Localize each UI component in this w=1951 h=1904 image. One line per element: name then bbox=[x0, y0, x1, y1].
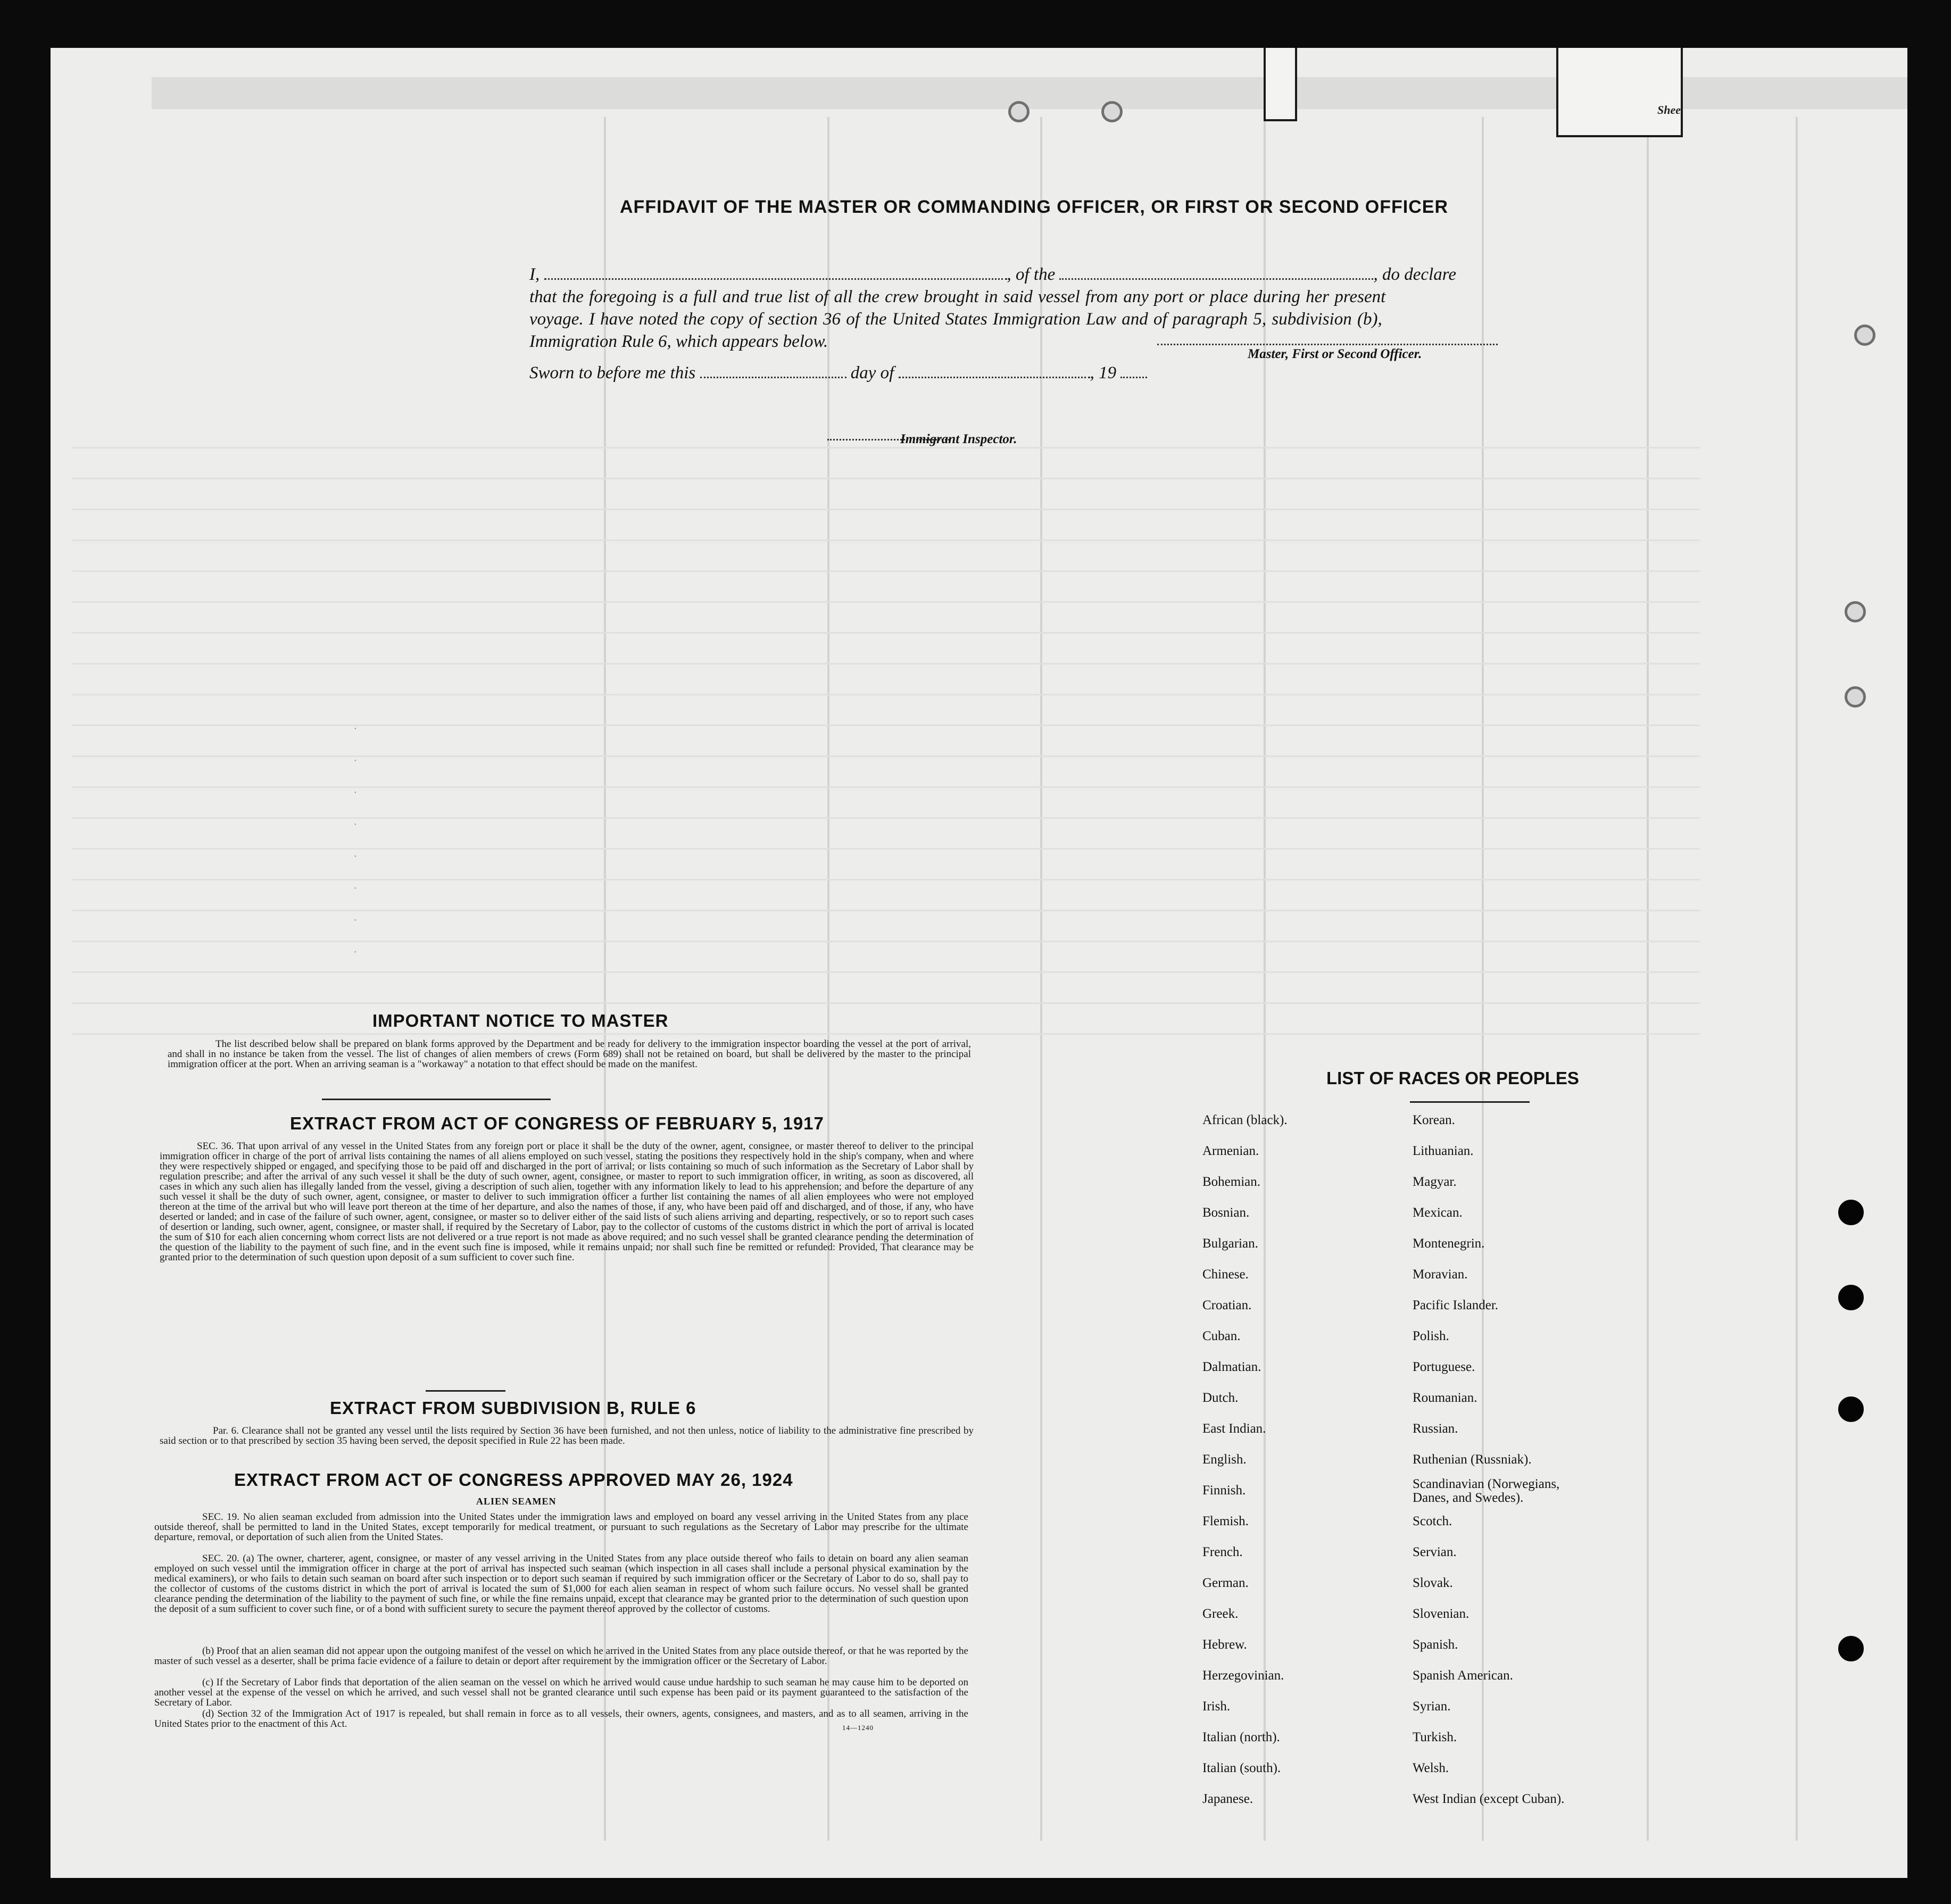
affidavit-title: AFFIDAVIT OF THE MASTER OR COMMANDING OFFICER, OR FIRST OR SECOND OFFICER bbox=[620, 197, 1448, 217]
extract-1917-title: EXTRACT FROM ACT OF CONGRESS OF FEBRUARY 5, 1917 bbox=[290, 1113, 824, 1133]
affidavit-line-1 bbox=[529, 263, 1540, 286]
affidavit-line-4: Immigration Rule 6, which appears below. bbox=[529, 332, 828, 351]
divider bbox=[322, 1099, 551, 1100]
grid-row-line bbox=[72, 817, 1700, 819]
grid-row-line bbox=[72, 447, 1700, 448]
race-item: Japanese. bbox=[1202, 1792, 1253, 1806]
affidavit-i: I, bbox=[529, 265, 540, 284]
race-item: Syrian. bbox=[1413, 1699, 1451, 1714]
sworn-year-blank bbox=[1120, 377, 1147, 378]
race-item: Ruthenian (Russniak). bbox=[1413, 1452, 1532, 1467]
race-item: Bohemian. bbox=[1202, 1175, 1261, 1189]
race-item: Spanish American. bbox=[1413, 1668, 1513, 1683]
sworn-day-blank bbox=[700, 377, 846, 378]
race-item: Irish. bbox=[1202, 1699, 1231, 1714]
sworn-text: Sworn to before me this bbox=[529, 363, 696, 383]
race-item: Portuguese. bbox=[1413, 1360, 1475, 1374]
manifest-page bbox=[51, 48, 1907, 1878]
race-item: Polish. bbox=[1413, 1329, 1449, 1343]
race-item: Italian (south). bbox=[1202, 1761, 1281, 1775]
race-item: Montenegrin. bbox=[1413, 1236, 1485, 1251]
race-item: Slovak. bbox=[1413, 1576, 1453, 1590]
race-item: Bosnian. bbox=[1202, 1205, 1250, 1220]
grid-row-line bbox=[72, 941, 1700, 942]
race-item: Dutch. bbox=[1202, 1391, 1239, 1405]
master-label: Master, First or Second Officer. bbox=[1248, 347, 1422, 361]
grid-row-line bbox=[72, 694, 1700, 695]
race-item: Welsh. bbox=[1413, 1761, 1449, 1775]
race-item: West Indian (except Cuban). bbox=[1413, 1792, 1565, 1806]
sworn-year-label: , 19 bbox=[1090, 363, 1117, 383]
grid-line bbox=[1796, 117, 1798, 1841]
grid-row-line bbox=[72, 848, 1700, 850]
punch-hole bbox=[1838, 1636, 1864, 1661]
inspector-label: Immigrant Inspector. bbox=[900, 432, 1017, 446]
grid-row-line bbox=[72, 509, 1700, 510]
race-item: Pacific Islander. bbox=[1413, 1298, 1499, 1312]
master-signature-line bbox=[1157, 344, 1498, 345]
race-item: Finnish. bbox=[1202, 1483, 1246, 1498]
punch-hole bbox=[1854, 325, 1875, 346]
race-item: French. bbox=[1202, 1545, 1243, 1559]
punch-hole bbox=[1101, 101, 1123, 122]
binding-tab bbox=[1556, 48, 1683, 137]
alien-seamen-heading: ALIEN SEAMEN bbox=[476, 1496, 557, 1507]
divider bbox=[426, 1390, 505, 1392]
extract-rule6-body: Par. 6. Clearance shall not be granted any vessel until the lists required by Section 36 have been furnished, and not then unless, notice of liability to the administrative fine prescribed by said section or to that prescribed by section 35 having been served, the deposit specified in Rule 22 has been made. bbox=[160, 1425, 974, 1446]
race-item: Dalmatian. bbox=[1202, 1360, 1261, 1374]
notice-title: IMPORTANT NOTICE TO MASTER bbox=[372, 1011, 669, 1030]
sworn-day-label: day of bbox=[850, 363, 894, 383]
affidavit-line-3: voyage. I have noted the copy of section 36 of the United States Immigration Law and of paragraph 5, subdivision (b), bbox=[529, 310, 1382, 329]
sworn-month-blank bbox=[899, 377, 1090, 378]
name-blank bbox=[544, 278, 1007, 280]
affidavit-line-2: that the foregoing is a full and true list of all the crew brought in said vessel from any port or place during her present bbox=[529, 287, 1386, 306]
race-item: Italian (north). bbox=[1202, 1730, 1280, 1744]
race-item: Scotch. bbox=[1413, 1514, 1452, 1528]
sec-20d: (d) Section 32 of the Immigration Act of 1917 is repealed, but shall remain in force as to all vessels, their owners, agents, consignees, and masters, and as to all seamen, arriving in the United States prior to the enactment of this Act. bbox=[154, 1708, 968, 1730]
extract-1917-body: SEC. 36. That upon arrival of any vessel in the United States from any foreign port or place it shall be the duty of the owner, agent, consignee, or master thereof to deliver to the principal immigration officer in charge of the port of arrival lists containing the names of all aliens employed on such vessel, stating the positions they respectively hold in the ship's company, when and where they were respectively shipped or engaged, and specifying those to be paid off and discharged in the port of arrival; or lists containing so much of such information as the Secretary of Labor shall by regulation prescribe; and after the arrival of any such vessel it shall be the duty of such owner, agent, consignee, or master to report to such immigration officer, in writing, as soon as discovered, all cases in which any such alien has illegally landed from the vessel, giving a description of such alien, together with any information likely to lead to his apprehension; and before the departure of any such vessel it shall be the duty of such owner, agent, consignee, or master to deliver to such immigration officer a further list containing the names of all alien employees who were not employed thereon at the time of the arrival but who will leave port thereon at the time of her departure, and also the names of those, if any, who have been paid off and discharged, and of those, if any, who have deserted or landed; and in case of the failure of such owner, agent, consignee, or master so to deliver either of the said lists of such aliens arriving and departing, respectively, or so to report such cases of desertion or landing, such owner, agent, consignee, or master shall, if required by the Secretary of Labor, pay to the collector of customs of the customs district in which the port of arrival is located the sum of $10 for each alien concerning whom correct lists are not delivered or a true report is not made as above required; and no such vessel shall be granted clearance pending the determination of the question of the liability to the payment of such fine, and in the event such fine is imposed, while it remains unpaid; nor shall such fine be remitted or refunded: Provided, That clearance may be granted prior to the determination of such question upon deposit of a sum sufficient to cover such fine. bbox=[160, 1141, 974, 1263]
race-item: German. bbox=[1202, 1576, 1249, 1590]
affidavit-declare: , do declare bbox=[1373, 265, 1456, 284]
race-item: African (black). bbox=[1202, 1113, 1288, 1127]
sec-20a: SEC. 20. (a) The owner, charterer, agent, consignee, or master of any vessel arriving in the United States from any place outside thereof who fails to detain on board any alien seaman employed on such vessel until the immigration officer in charge at the port of arrival has inspected such seaman (which inspection in all cases shall include a personal physical examination by the medical examiners), or who fails to detain such seaman on board after such inspection or to deport such seaman if required by such immigration officer or the Secretary of Labor to do so, shall pay to the collector of customs of the customs district in which the port of arrival is located the sum of $1,000 for each alien seaman in respect of whom such failure occurs. No vessel shall be granted clearance pending the determination of the liability to the payment of such fine, or while the fine remains unpaid, except that clearance may be granted prior to the determination of such question upon the deposit of a sum sufficient to cover such fine, or of a bond with sufficient surety to secure the payment thereof approved by the collector of customs. bbox=[154, 1553, 968, 1615]
race-item: Slovenian. bbox=[1413, 1607, 1470, 1621]
grid-row-line bbox=[72, 725, 1700, 726]
sec-19: SEC. 19. No alien seaman excluded from admission into the United States under the immigration laws and employed on board any vessel arriving in the United States from any place outside thereof, shall be permitted to land in the United States, except temporarily for medical treatment, or pursuant to such regulations as the Secretary of Labor may prescribe for the ultimate departure, removal, or deportation of such alien from the United States. bbox=[154, 1511, 968, 1543]
race-item: Servian. bbox=[1413, 1545, 1457, 1559]
race-item: Armenian. bbox=[1202, 1144, 1259, 1158]
race-item: Roumanian. bbox=[1413, 1391, 1477, 1405]
punch-hole bbox=[1838, 1285, 1864, 1310]
race-item: Cuban. bbox=[1202, 1329, 1241, 1343]
sec-20b: (b) Proof that an alien seaman did not appear upon the outgoing manifest of the vessel on which he arrived in the United States from any place outside thereof, or that he was reported by the master of such vessel as a deserter, shall be prima facie evidence of a failure to detain or deport after requirement by the immigration officer or the Secretary of Labor. bbox=[154, 1645, 968, 1667]
race-item: Moravian. bbox=[1413, 1267, 1468, 1282]
race-item: Bulgarian. bbox=[1202, 1236, 1258, 1251]
grid-row-line bbox=[72, 601, 1700, 603]
punch-hole bbox=[1838, 1396, 1864, 1422]
punch-hole bbox=[1845, 686, 1866, 708]
grid-row-line bbox=[72, 663, 1700, 664]
affidavit-of-the: , of the bbox=[1007, 265, 1056, 284]
extract-rule6-title: EXTRACT FROM SUBDIVISION B, RULE 6 bbox=[330, 1398, 696, 1418]
sworn-line bbox=[529, 362, 1540, 384]
grid-row-line bbox=[72, 539, 1700, 541]
grid-row-line bbox=[72, 910, 1700, 911]
race-item: Mexican. bbox=[1413, 1205, 1463, 1220]
race-item: Korean. bbox=[1413, 1113, 1455, 1127]
punch-hole bbox=[1838, 1200, 1864, 1225]
bleed-dots: · · · · · · · · bbox=[354, 723, 356, 958]
race-item: East Indian. bbox=[1202, 1421, 1266, 1436]
extract-1924-title: EXTRACT FROM ACT OF CONGRESS APPROVED MAY 26, 1924 bbox=[234, 1470, 793, 1490]
race-item: Hebrew. bbox=[1202, 1637, 1247, 1652]
punch-hole bbox=[1845, 601, 1866, 622]
race-item: Turkish. bbox=[1413, 1730, 1457, 1744]
grid-line bbox=[1647, 117, 1649, 1841]
form-number: 14—1240 bbox=[842, 1724, 874, 1732]
race-item: Croatian. bbox=[1202, 1298, 1252, 1312]
race-item: Spanish. bbox=[1413, 1637, 1458, 1652]
race-item: Chinese. bbox=[1202, 1267, 1249, 1282]
notice-body: The list described below shall be prepared on blank forms approved by the Department and be ready for delivery to the immigration inspector boarding the vessel at the port of arrival, and shall in no instance be taken from the vessel. The list of changes of alien members of crews (Form 689) shall not be retained on board, but shall be delivered by the master to the principal immigration officer at the port. When an arriving seaman is a "workaway" a notation to that effect should be made on the manifest. bbox=[168, 1038, 971, 1070]
race-item: Flemish. bbox=[1202, 1514, 1249, 1528]
race-item: Lithuanian. bbox=[1413, 1144, 1474, 1158]
race-item: Scandinavian (Norwegians, Danes, and Swedes). bbox=[1413, 1477, 1560, 1505]
grid-row-line bbox=[72, 632, 1700, 634]
sec-20c: (c) If the Secretary of Labor finds that deportation of the alien seaman on the vessel on which he arrived would cause undue hardship to such seaman he may cause him to be deported on another vessel at the expense of the vessel on which he arrived, and such vessel shall not be granted clearance until such expense has been paid or its payment guaranteed to the satisfaction of the Secretary of Labor. bbox=[154, 1677, 968, 1708]
grid-row-line bbox=[72, 1002, 1700, 1004]
race-item: Russian. bbox=[1413, 1421, 1458, 1436]
grid-row-line bbox=[72, 879, 1700, 880]
races-title: LIST OF RACES OR PEOPLES bbox=[1326, 1068, 1579, 1088]
binding-tab bbox=[1264, 48, 1297, 121]
race-item: English. bbox=[1202, 1452, 1247, 1467]
grid-row-line bbox=[72, 755, 1700, 757]
divider bbox=[1410, 1101, 1530, 1103]
race-item: Herzegovinian. bbox=[1202, 1668, 1284, 1683]
grid-row-line bbox=[72, 1033, 1700, 1035]
sheet-mark: Shee bbox=[1657, 103, 1681, 117]
grid-row-line bbox=[72, 786, 1700, 788]
race-item: Greek. bbox=[1202, 1607, 1239, 1621]
grid-row-line bbox=[72, 570, 1700, 572]
vessel-blank bbox=[1059, 278, 1373, 280]
race-item: Magyar. bbox=[1413, 1175, 1457, 1189]
grid-row-line bbox=[72, 971, 1700, 973]
punch-hole bbox=[1008, 101, 1030, 122]
grid-row-line bbox=[72, 478, 1700, 479]
